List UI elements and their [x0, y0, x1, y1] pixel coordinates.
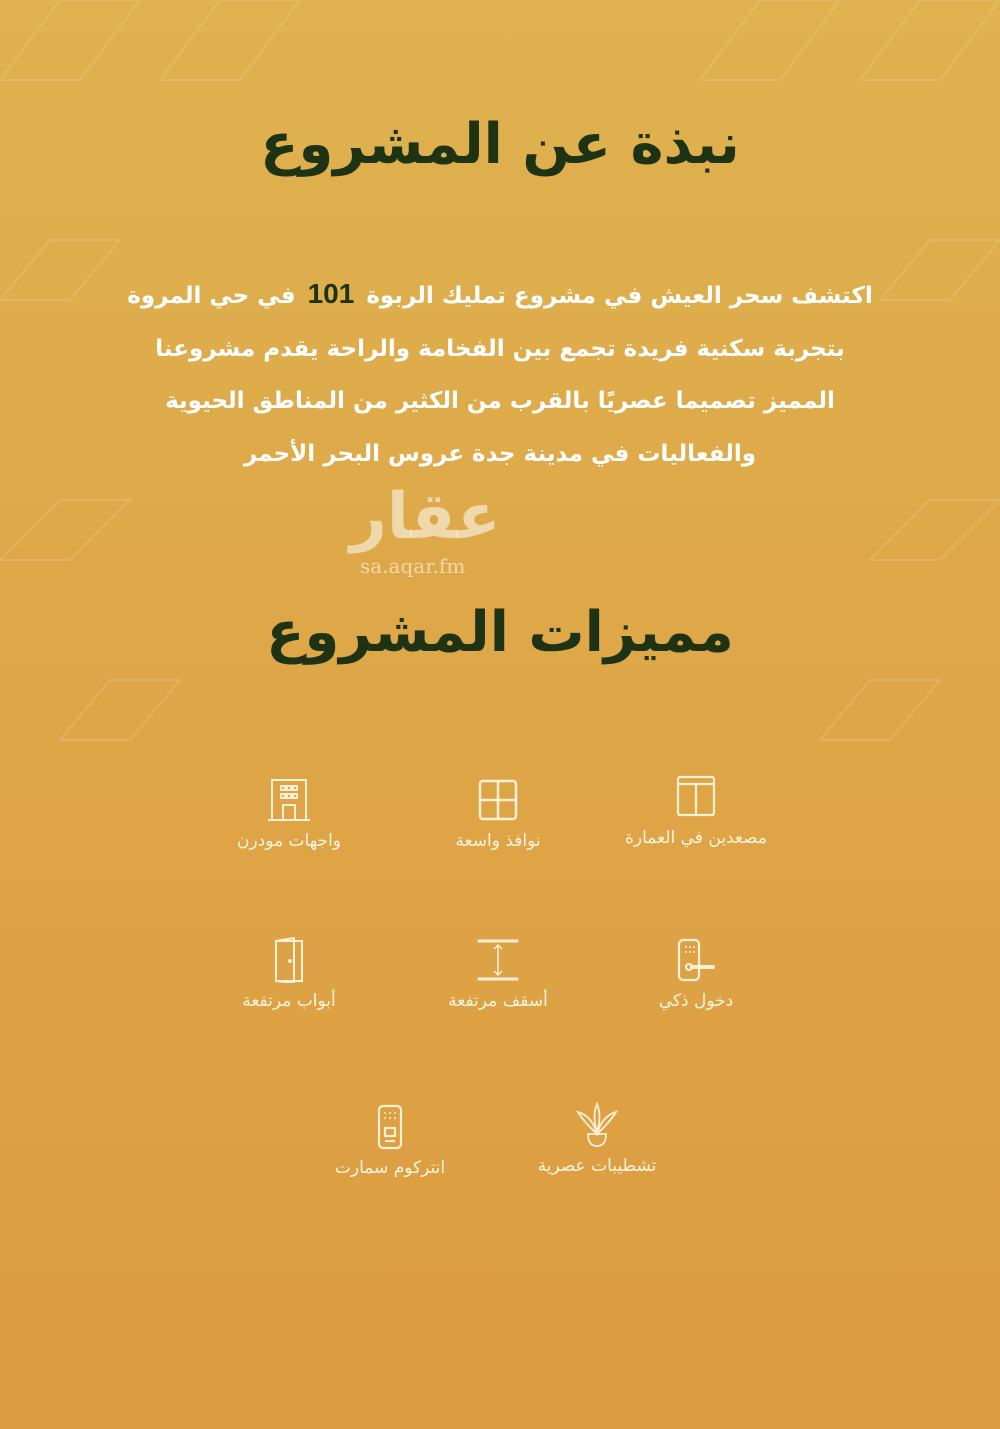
watermark-url: sa.aqar.fm [360, 554, 466, 578]
feature-label: تشطيبات عصرية [537, 1156, 657, 1176]
feature-modern-finishes [497, 1102, 697, 1176]
window-icon [475, 777, 521, 823]
feature-smart-intercom [290, 1104, 490, 1178]
elevator-icon [673, 774, 719, 820]
about-line2: بتجربة سكنية فريدة تجمع بين الفخامة والراحة يقدم مشروعنا [155, 335, 845, 362]
feature-smart-entry [596, 937, 796, 1011]
plant-icon [574, 1102, 620, 1148]
feature-label: واجهات مودرن [236, 831, 342, 851]
project-number: 101 [307, 278, 355, 309]
feature-high-ceilings [398, 937, 598, 1011]
intercom-icon [367, 1104, 413, 1150]
features-title: مميزات المشروع [266, 600, 734, 665]
feature-label: نوافذ واسعة [455, 831, 541, 851]
door-icon [266, 937, 312, 983]
feature-label: انتركوم سمارت [334, 1158, 446, 1178]
feature-label: أسقف مرتفعة [448, 991, 548, 1011]
about-line4: والفعاليات في مدينة جدة عروس البحر الأحمر [243, 440, 757, 467]
feature-label: دخول ذكي [658, 991, 734, 1011]
smart-lock-icon [673, 937, 719, 983]
feature-high-doors [189, 937, 389, 1011]
about-line3: المميز تصميما عصريًا بالقرب من الكثير من المناطق الحيوية [165, 388, 835, 414]
feature-elevators [596, 774, 796, 848]
about-title: نبذة عن المشروع [260, 112, 740, 177]
about-paragraph [100, 268, 900, 480]
feature-label: أبواب مرتفعة [242, 991, 336, 1011]
about-line1-b: في حي المروة [127, 283, 296, 309]
feature-facades [189, 777, 389, 851]
about-line1-a: اكتشف سحر العيش في مشروع تمليك الربوة [366, 283, 873, 309]
building-icon [266, 777, 312, 823]
ceiling-height-icon [475, 937, 521, 983]
feature-label: مصعدين في العمارة [625, 828, 767, 848]
watermark-logo: عقار [350, 480, 501, 554]
feature-windows [398, 777, 598, 851]
